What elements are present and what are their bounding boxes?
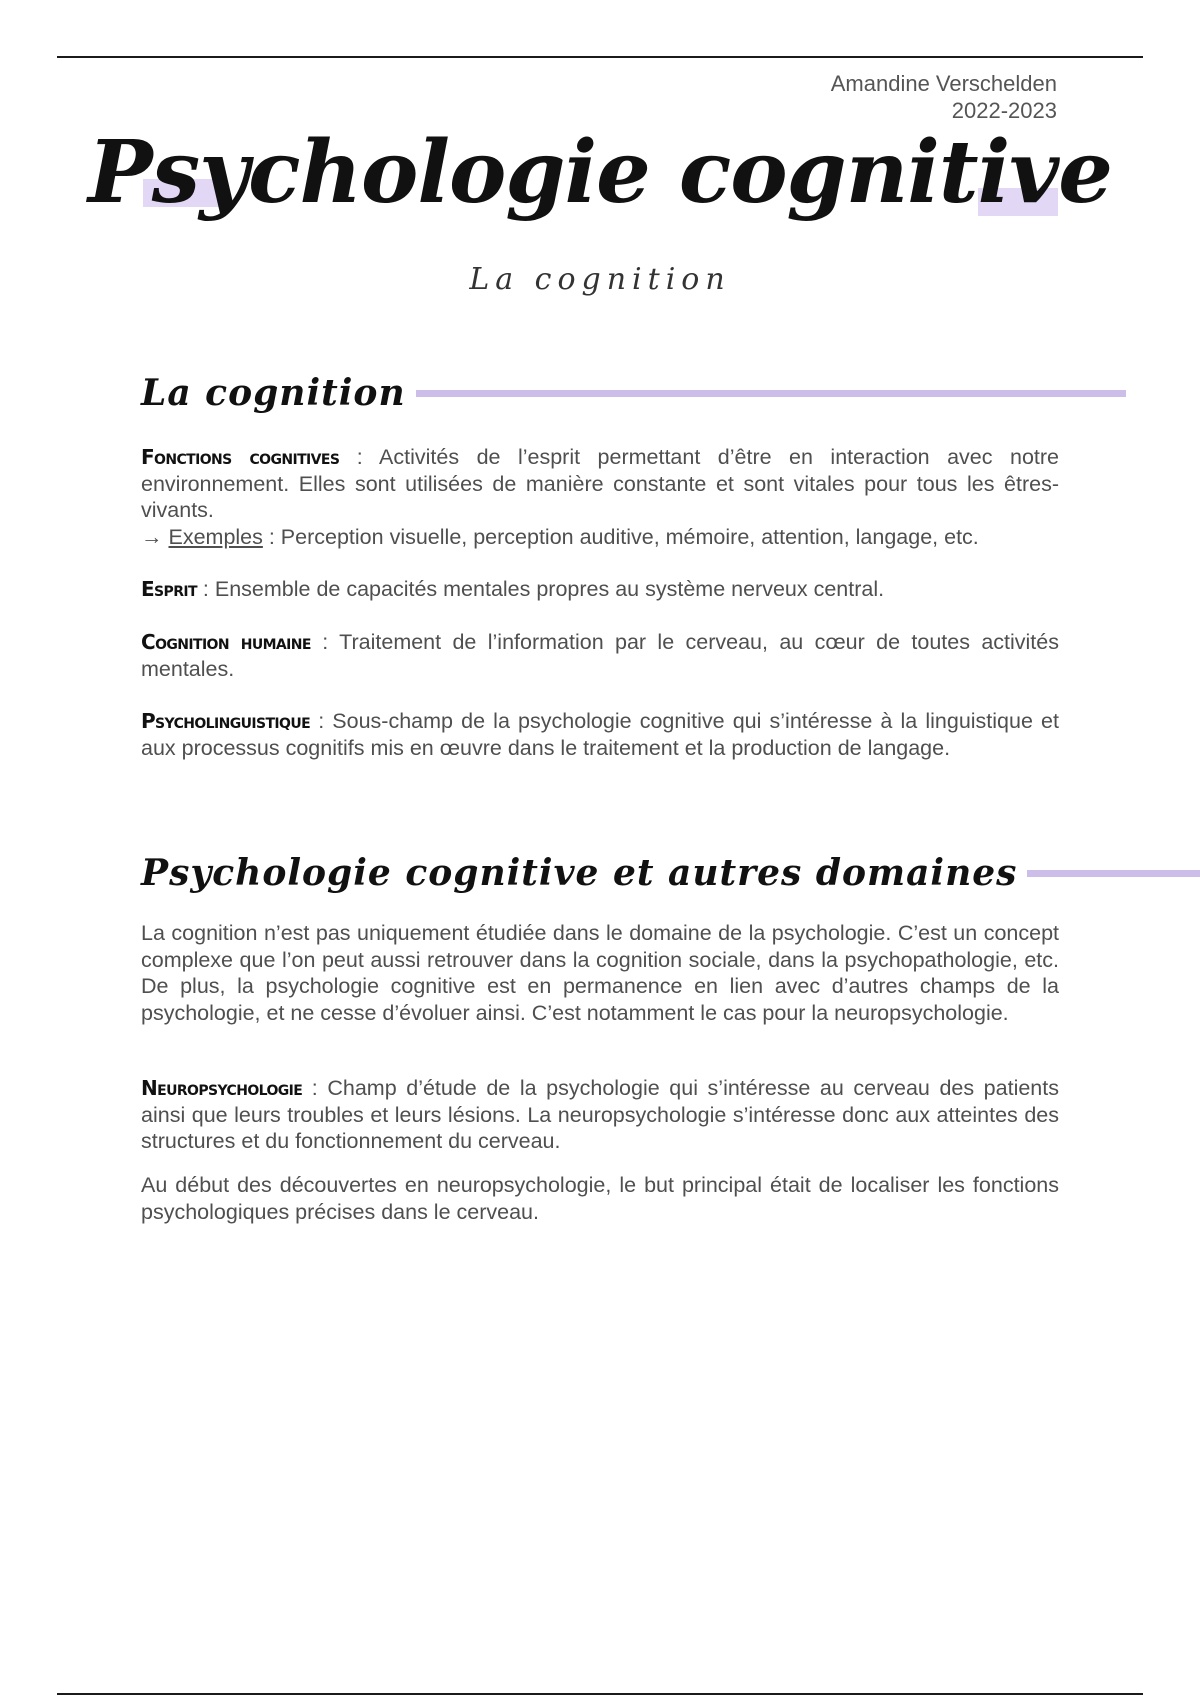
definition-term: Neuropsychologie <box>141 1076 303 1100</box>
section-title: Psychologie cognitive et autres domaines <box>141 852 1018 894</box>
definition-term: Esprit <box>141 577 197 601</box>
definition-text: : Champ d’étude de la psychologie qui s’intéresse au cerveau des patients ainsi que leurs troubles et leurs lésions. La neuropsychologie s’intéresse donc aux atteintes des structures et du fonctionnement du cerveau. <box>141 1076 1059 1153</box>
arrow-icon: → <box>141 524 169 549</box>
author-name: Amandine Verschelden <box>830 71 1057 96</box>
closing-paragraph: Au début des découvertes en neuropsychologie, le but principal était de localiser les fonctions psychologiques précises dans le cerveau. <box>141 1173 1059 1224</box>
definition-text: : Activités de l’esprit permettant d’être en interaction avec notre environnement. Elles sont utilisées de manière constante et sont vitales pour tous les êtres-vivants. <box>141 445 1059 522</box>
school-year: 2022-2023 <box>951 98 1057 123</box>
section-title: La cognition <box>141 372 406 414</box>
definition-neuropsychologie <box>141 1075 1059 1155</box>
definition-cognition-humaine <box>141 629 1059 682</box>
examples-text: : Perception visuelle, perception auditive, mémoire, attention, langage, etc. <box>262 524 979 549</box>
bottom-rule <box>57 1693 1143 1695</box>
definition-text: : Traitement de l’information par le cerveau, au cœur de toutes activités mentales. <box>141 630 1059 681</box>
definition-term: Psycholinguistique <box>141 709 311 733</box>
examples-label: Exemples <box>168 524 263 549</box>
definition-text: : Ensemble de capacités mentales propres au système nerveux central. <box>196 577 885 601</box>
top-rule <box>57 56 1143 58</box>
section-heading-cognition <box>141 372 1126 414</box>
definition-fonctions-cognitives <box>141 444 1059 550</box>
intro-paragraph: La cognition n’est pas uniquement étudiée dans le domaine de la psychologie. C’est un concept complexe que l’on peut aussi retrouver dans la cognition sociale, dans la psychopathologie, etc. De plus, la psychologie cognitive est en permanence en lien avec d’autres champs de la psychologie, et ne cesse d’évoluer ainsi. C’est notamment le cas pour la neuropsychologie. <box>141 921 1059 1025</box>
heading-underline <box>1027 870 1200 877</box>
document-subtitle: La cognition <box>469 262 731 297</box>
heading-underline <box>416 390 1126 397</box>
definition-psycholinguistique <box>141 708 1059 761</box>
document-title: Psychologie cognitive <box>88 122 1112 223</box>
definition-text: : Sous-champ de la psychologie cognitive qui s’intéresse à la linguistique et aux processus cognitifs mis en œuvre dans le traitement et la production de langage. <box>141 709 1059 760</box>
definition-term: Cognition humaine <box>141 630 311 654</box>
definition-term: Fonctions cognitives <box>141 445 340 469</box>
section-heading-autres-domaines <box>141 852 1200 894</box>
document-meta <box>831 70 1057 124</box>
definition-esprit <box>141 576 1059 603</box>
